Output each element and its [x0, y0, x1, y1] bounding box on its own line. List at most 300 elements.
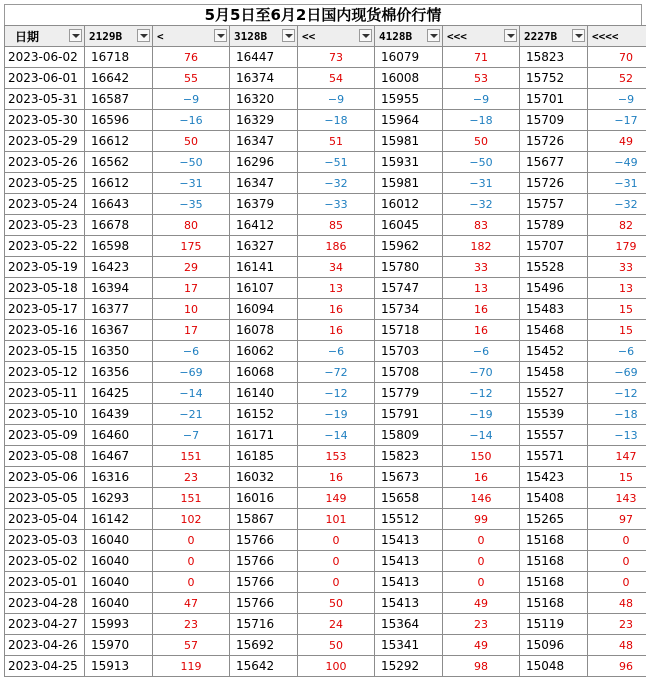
date-cell: 2023-05-19: [5, 257, 85, 278]
table-row: [5, 173, 646, 194]
price-cell: 16718: [85, 47, 153, 68]
date-cell: 2023-05-26: [5, 152, 85, 173]
price-cell: 16379: [230, 194, 298, 215]
change-cell: 49: [443, 593, 520, 614]
price-cell: 15709: [520, 110, 588, 131]
spreadsheet: [4, 4, 642, 677]
price-cell: 16412: [230, 215, 298, 236]
change-cell: 98: [443, 656, 520, 677]
sheet-title: 5月5日至6月2日国内现货棉价行情: [4, 4, 642, 25]
price-cell: 15701: [520, 89, 588, 110]
table-row: [5, 320, 646, 341]
price-cell: 15168: [520, 572, 588, 593]
change-cell: 10: [153, 299, 230, 320]
column-header-5[interactable]: [375, 26, 443, 47]
price-cell: 16171: [230, 425, 298, 446]
price-cell: 15707: [520, 236, 588, 257]
change-cell: 29: [153, 257, 230, 278]
change-cell: −9: [298, 89, 375, 110]
change-cell: 48: [588, 593, 646, 614]
date-cell: 2023-05-10: [5, 404, 85, 425]
price-cell: 15823: [375, 446, 443, 467]
change-cell: 17: [153, 278, 230, 299]
change-cell: 102: [153, 509, 230, 530]
change-cell: −12: [443, 383, 520, 404]
change-cell: 186: [298, 236, 375, 257]
change-cell: 50: [443, 131, 520, 152]
date-cell: 2023-05-15: [5, 341, 85, 362]
price-cell: 15265: [520, 509, 588, 530]
change-cell: −70: [443, 362, 520, 383]
change-cell: 73: [298, 47, 375, 68]
change-cell: −13: [588, 425, 646, 446]
price-cell: 15766: [230, 572, 298, 593]
price-cell: 15677: [520, 152, 588, 173]
price-cell: 15766: [230, 551, 298, 572]
change-cell: 143: [588, 488, 646, 509]
price-cell: 15341: [375, 635, 443, 656]
change-cell: 15: [588, 299, 646, 320]
price-cell: 15809: [375, 425, 443, 446]
price-cell: 16642: [85, 68, 153, 89]
price-cell: 15527: [520, 383, 588, 404]
filter-dropdown-chevron-down-icon[interactable]: [504, 29, 517, 42]
price-cell: 16347: [230, 131, 298, 152]
change-cell: −31: [443, 173, 520, 194]
change-cell: 49: [588, 131, 646, 152]
price-cell: 15726: [520, 173, 588, 194]
change-cell: 51: [298, 131, 375, 152]
table-body: [5, 47, 646, 677]
price-cell: 15458: [520, 362, 588, 383]
table-row: [5, 215, 646, 236]
filter-dropdown-chevron-down-icon[interactable]: [214, 29, 227, 42]
column-header-3[interactable]: [230, 26, 298, 47]
price-cell: 15413: [375, 593, 443, 614]
change-cell: −12: [298, 383, 375, 404]
change-cell: −31: [153, 173, 230, 194]
change-cell: 99: [443, 509, 520, 530]
price-cell: 15779: [375, 383, 443, 404]
change-cell: 0: [153, 572, 230, 593]
price-cell: 15981: [375, 173, 443, 194]
price-cell: 15703: [375, 341, 443, 362]
change-cell: 179: [588, 236, 646, 257]
price-cell: 16040: [85, 572, 153, 593]
price-cell: 15726: [520, 131, 588, 152]
change-cell: 16: [298, 299, 375, 320]
date-cell: 2023-05-01: [5, 572, 85, 593]
change-cell: −14: [443, 425, 520, 446]
price-cell: 16185: [230, 446, 298, 467]
price-cell: 16316: [85, 467, 153, 488]
change-cell: 16: [298, 467, 375, 488]
change-cell: 23: [443, 614, 520, 635]
price-cell: 16587: [85, 89, 153, 110]
price-cell: 16152: [230, 404, 298, 425]
price-cell: 16296: [230, 152, 298, 173]
price-cell: 16447: [230, 47, 298, 68]
price-cell: 16094: [230, 299, 298, 320]
change-cell: 0: [588, 530, 646, 551]
change-cell: −72: [298, 362, 375, 383]
change-cell: 16: [443, 467, 520, 488]
price-cell: 15168: [520, 551, 588, 572]
price-cell: 16032: [230, 467, 298, 488]
date-cell: 2023-04-25: [5, 656, 85, 677]
column-header-4[interactable]: [298, 26, 375, 47]
column-header-label: 4128B: [379, 30, 412, 43]
price-cell: 15096: [520, 635, 588, 656]
change-cell: 50: [298, 593, 375, 614]
change-cell: −51: [298, 152, 375, 173]
date-cell: 2023-05-08: [5, 446, 85, 467]
date-cell: 2023-04-27: [5, 614, 85, 635]
table-row: [5, 467, 646, 488]
price-cell: 15528: [520, 257, 588, 278]
change-cell: 149: [298, 488, 375, 509]
price-cell: 16460: [85, 425, 153, 446]
price-cell: 16347: [230, 173, 298, 194]
change-cell: −16: [153, 110, 230, 131]
price-cell: 16467: [85, 446, 153, 467]
change-cell: 52: [588, 68, 646, 89]
column-header-label: 日期: [15, 28, 39, 45]
column-header-8[interactable]: [588, 26, 646, 47]
price-cell: 16425: [85, 383, 153, 404]
price-cell: 16040: [85, 551, 153, 572]
price-cell: 16423: [85, 257, 153, 278]
column-header-label: 3128B: [234, 30, 267, 43]
table-row: [5, 110, 646, 131]
column-header-6[interactable]: [443, 26, 520, 47]
change-cell: 23: [153, 614, 230, 635]
change-cell: −9: [153, 89, 230, 110]
price-cell: 15993: [85, 614, 153, 635]
date-cell: 2023-06-01: [5, 68, 85, 89]
price-cell: 15823: [520, 47, 588, 68]
table-row: [5, 383, 646, 404]
change-cell: 34: [298, 257, 375, 278]
change-cell: 48: [588, 635, 646, 656]
change-cell: −6: [153, 341, 230, 362]
price-cell: 16329: [230, 110, 298, 131]
change-cell: −19: [298, 404, 375, 425]
date-cell: 2023-05-04: [5, 509, 85, 530]
price-cell: 15766: [230, 593, 298, 614]
price-cell: 15658: [375, 488, 443, 509]
price-cell: 15964: [375, 110, 443, 131]
price-cell: 15752: [520, 68, 588, 89]
date-cell: 2023-05-29: [5, 131, 85, 152]
change-cell: 47: [153, 593, 230, 614]
column-header-0[interactable]: [5, 26, 85, 47]
change-cell: 16: [443, 320, 520, 341]
change-cell: 96: [588, 656, 646, 677]
price-cell: 16107: [230, 278, 298, 299]
price-cell: 15970: [85, 635, 153, 656]
header-row: [5, 26, 646, 47]
price-cell: 16016: [230, 488, 298, 509]
change-cell: 13: [298, 278, 375, 299]
table-row: [5, 635, 646, 656]
price-cell: 15468: [520, 320, 588, 341]
table-row: [5, 278, 646, 299]
table-row: [5, 68, 646, 89]
table-row: [5, 593, 646, 614]
date-cell: 2023-05-16: [5, 320, 85, 341]
column-header-label: <<: [302, 30, 315, 43]
price-cell: 15452: [520, 341, 588, 362]
change-cell: 13: [443, 278, 520, 299]
change-cell: 71: [443, 47, 520, 68]
change-cell: 0: [298, 530, 375, 551]
change-cell: −17: [588, 110, 646, 131]
change-cell: −18: [588, 404, 646, 425]
change-cell: 50: [153, 131, 230, 152]
price-cell: 15168: [520, 530, 588, 551]
table-row: [5, 404, 646, 425]
change-cell: −31: [588, 173, 646, 194]
date-cell: 2023-04-28: [5, 593, 85, 614]
price-cell: 15766: [230, 530, 298, 551]
table-row: [5, 614, 646, 635]
price-cell: 15692: [230, 635, 298, 656]
column-header-label: <<<<: [592, 30, 619, 43]
column-header-label: 2227B: [524, 30, 557, 43]
price-cell: 15708: [375, 362, 443, 383]
change-cell: 0: [298, 551, 375, 572]
change-cell: −33: [298, 194, 375, 215]
change-cell: 0: [443, 572, 520, 593]
change-cell: −7: [153, 425, 230, 446]
change-cell: −69: [588, 362, 646, 383]
change-cell: 182: [443, 236, 520, 257]
column-header-label: <: [157, 30, 164, 43]
filter-dropdown-chevron-down-icon[interactable]: [359, 29, 372, 42]
price-table: [4, 25, 646, 677]
price-cell: 16045: [375, 215, 443, 236]
price-cell: 15496: [520, 278, 588, 299]
table-row: [5, 257, 646, 278]
change-cell: 17: [153, 320, 230, 341]
change-cell: 97: [588, 509, 646, 530]
price-cell: 15642: [230, 656, 298, 677]
date-cell: 2023-05-30: [5, 110, 85, 131]
table-row: [5, 509, 646, 530]
change-cell: 82: [588, 215, 646, 236]
price-cell: 15981: [375, 131, 443, 152]
change-cell: −19: [443, 404, 520, 425]
change-cell: 16: [443, 299, 520, 320]
price-cell: 16596: [85, 110, 153, 131]
price-cell: 15512: [375, 509, 443, 530]
filter-dropdown-chevron-down-icon[interactable]: [69, 29, 82, 42]
change-cell: 54: [298, 68, 375, 89]
price-cell: 16598: [85, 236, 153, 257]
price-cell: 16062: [230, 341, 298, 362]
table-row: [5, 47, 646, 68]
price-cell: 16562: [85, 152, 153, 173]
price-cell: 16377: [85, 299, 153, 320]
change-cell: −14: [153, 383, 230, 404]
table-row: [5, 299, 646, 320]
change-cell: 15: [588, 320, 646, 341]
price-cell: 16141: [230, 257, 298, 278]
table-row: [5, 425, 646, 446]
change-cell: 0: [153, 551, 230, 572]
price-cell: 15747: [375, 278, 443, 299]
price-cell: 15168: [520, 593, 588, 614]
change-cell: 147: [588, 446, 646, 467]
change-cell: 0: [443, 530, 520, 551]
table-row: [5, 446, 646, 467]
price-cell: 15557: [520, 425, 588, 446]
change-cell: −35: [153, 194, 230, 215]
change-cell: 16: [298, 320, 375, 341]
change-cell: 33: [443, 257, 520, 278]
change-cell: −21: [153, 404, 230, 425]
change-cell: 150: [443, 446, 520, 467]
table-row: [5, 362, 646, 383]
price-cell: 16293: [85, 488, 153, 509]
date-cell: 2023-05-17: [5, 299, 85, 320]
date-cell: 2023-05-12: [5, 362, 85, 383]
price-cell: 16350: [85, 341, 153, 362]
price-cell: 15913: [85, 656, 153, 677]
price-cell: 15483: [520, 299, 588, 320]
change-cell: 0: [443, 551, 520, 572]
price-cell: 15867: [230, 509, 298, 530]
table-row: [5, 89, 646, 110]
price-cell: 15734: [375, 299, 443, 320]
change-cell: 83: [443, 215, 520, 236]
column-header-7[interactable]: [520, 26, 588, 47]
price-cell: 15408: [520, 488, 588, 509]
date-cell: 2023-05-23: [5, 215, 85, 236]
price-cell: 15962: [375, 236, 443, 257]
column-header-label: 2129B: [89, 30, 122, 43]
change-cell: −9: [588, 89, 646, 110]
price-cell: 16142: [85, 509, 153, 530]
change-cell: −32: [443, 194, 520, 215]
change-cell: 76: [153, 47, 230, 68]
change-cell: 33: [588, 257, 646, 278]
change-cell: −6: [443, 341, 520, 362]
column-header-label: <<<: [447, 30, 467, 43]
date-cell: 2023-04-26: [5, 635, 85, 656]
date-cell: 2023-05-06: [5, 467, 85, 488]
change-cell: 119: [153, 656, 230, 677]
price-cell: 16327: [230, 236, 298, 257]
price-cell: 15571: [520, 446, 588, 467]
table-row: [5, 656, 646, 677]
change-cell: 0: [153, 530, 230, 551]
change-cell: 49: [443, 635, 520, 656]
price-cell: 16079: [375, 47, 443, 68]
change-cell: −50: [153, 152, 230, 173]
price-cell: 15413: [375, 551, 443, 572]
change-cell: 23: [588, 614, 646, 635]
filter-dropdown-chevron-down-icon[interactable]: [572, 29, 585, 42]
date-cell: 2023-05-18: [5, 278, 85, 299]
price-cell: 15757: [520, 194, 588, 215]
change-cell: 153: [298, 446, 375, 467]
change-cell: 80: [153, 215, 230, 236]
price-cell: 15413: [375, 530, 443, 551]
change-cell: −6: [298, 341, 375, 362]
price-cell: 16356: [85, 362, 153, 383]
date-cell: 2023-05-24: [5, 194, 85, 215]
price-cell: 16008: [375, 68, 443, 89]
price-cell: 15716: [230, 614, 298, 635]
price-cell: 16678: [85, 215, 153, 236]
price-cell: 16140: [230, 383, 298, 404]
price-cell: 16394: [85, 278, 153, 299]
filter-dropdown-chevron-down-icon[interactable]: [427, 29, 440, 42]
price-cell: 16439: [85, 404, 153, 425]
column-header-2[interactable]: [153, 26, 230, 47]
change-cell: 100: [298, 656, 375, 677]
price-cell: 15539: [520, 404, 588, 425]
price-cell: 15423: [520, 467, 588, 488]
table-row: [5, 551, 646, 572]
filter-dropdown-chevron-down-icon[interactable]: [137, 29, 150, 42]
price-cell: 16078: [230, 320, 298, 341]
column-header-1[interactable]: [85, 26, 153, 47]
change-cell: 70: [588, 47, 646, 68]
change-cell: 23: [153, 467, 230, 488]
price-cell: 16612: [85, 173, 153, 194]
price-cell: 16040: [85, 593, 153, 614]
price-cell: 16012: [375, 194, 443, 215]
date-cell: 2023-05-03: [5, 530, 85, 551]
price-cell: 15955: [375, 89, 443, 110]
price-cell: 15292: [375, 656, 443, 677]
price-cell: 15364: [375, 614, 443, 635]
price-cell: 15413: [375, 572, 443, 593]
date-cell: 2023-05-22: [5, 236, 85, 257]
table-row: [5, 194, 646, 215]
change-cell: 146: [443, 488, 520, 509]
change-cell: 15: [588, 467, 646, 488]
change-cell: −69: [153, 362, 230, 383]
change-cell: 53: [443, 68, 520, 89]
change-cell: 57: [153, 635, 230, 656]
price-cell: 15931: [375, 152, 443, 173]
table-row: [5, 488, 646, 509]
change-cell: −18: [298, 110, 375, 131]
change-cell: 50: [298, 635, 375, 656]
table-row: [5, 152, 646, 173]
change-cell: 13: [588, 278, 646, 299]
change-cell: −14: [298, 425, 375, 446]
change-cell: −49: [588, 152, 646, 173]
date-cell: 2023-05-05: [5, 488, 85, 509]
price-cell: 16068: [230, 362, 298, 383]
change-cell: −12: [588, 383, 646, 404]
change-cell: −50: [443, 152, 520, 173]
filter-dropdown-chevron-down-icon[interactable]: [282, 29, 295, 42]
change-cell: 175: [153, 236, 230, 257]
price-cell: 16374: [230, 68, 298, 89]
price-cell: 16040: [85, 530, 153, 551]
change-cell: 85: [298, 215, 375, 236]
price-cell: 16612: [85, 131, 153, 152]
date-cell: 2023-06-02: [5, 47, 85, 68]
date-cell: 2023-05-11: [5, 383, 85, 404]
table-row: [5, 236, 646, 257]
